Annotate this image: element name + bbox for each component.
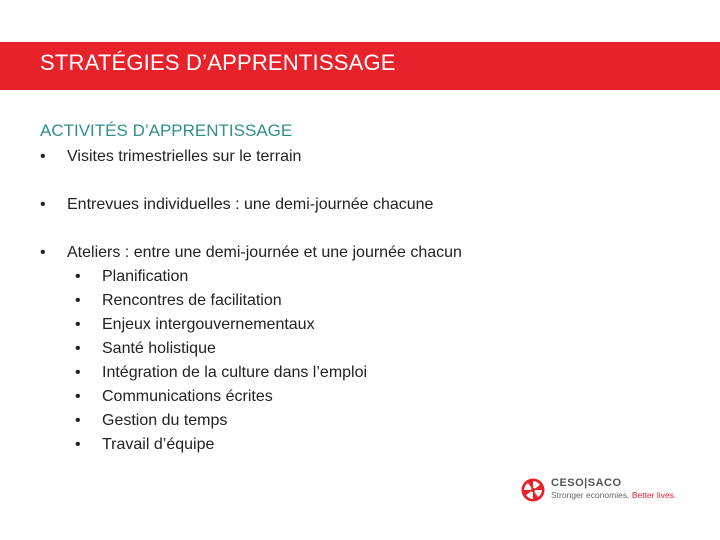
sub-bullet-item <box>75 412 227 430</box>
pinwheel-logo-icon <box>521 478 545 502</box>
section-heading: ACTIVITÉS D’APPRENTISSAGE <box>40 121 293 140</box>
ceso-saco-logo <box>521 477 681 503</box>
bullet-item <box>40 148 301 166</box>
sub-bullet-item <box>75 268 188 286</box>
sub-bullet-item <box>75 364 367 382</box>
sub-bullet-text: Planification <box>102 268 189 285</box>
sub-bullet-item <box>75 316 315 334</box>
sub-bullet-text: Communications écrites <box>102 388 273 405</box>
logo-tagline <box>551 490 676 500</box>
sub-bullet-item <box>75 388 273 406</box>
sub-bullet-item <box>75 340 216 358</box>
bullet-dot: • <box>75 340 81 357</box>
bullet-dot: • <box>75 316 81 333</box>
bullet-dot: • <box>40 244 46 261</box>
bullet-dot: • <box>75 268 81 285</box>
slide-title: STRATÉGIES D’APPRENTISSAGE <box>40 50 396 75</box>
bullet-dot: • <box>75 388 81 405</box>
sub-bullet-item <box>75 292 282 310</box>
bullet-text: Ateliers : entre une demi-journée et une journée chacun <box>67 244 462 261</box>
tagline-part1: Stronger economies. <box>551 490 630 500</box>
sub-bullet-item <box>75 436 214 454</box>
bullet-dot: • <box>40 148 46 165</box>
sub-bullet-text: Rencontres de facilitation <box>102 292 282 309</box>
bullet-dot: • <box>75 412 81 429</box>
bullet-item <box>40 244 462 262</box>
tagline-part2: Better lives. <box>631 490 677 500</box>
bullet-dot: • <box>75 364 81 381</box>
sub-bullet-text: Gestion du temps <box>102 412 228 429</box>
bullet-dot: • <box>40 196 46 213</box>
bullet-text: Visites trimestrielles sur le terrain <box>67 148 302 165</box>
sub-bullet-text: Travail d’équipe <box>102 436 215 453</box>
bullet-dot: • <box>75 292 81 309</box>
logo-wordmark: CESO|SACO <box>551 477 622 489</box>
sub-bullet-text: Intégration de la culture dans l’emploi <box>102 364 368 381</box>
bullet-text: Entrevues individuelles : une demi-journée chacune <box>67 196 434 213</box>
sub-bullet-text: Enjeux intergouvernementaux <box>102 316 315 333</box>
bullet-item <box>40 196 433 214</box>
sub-bullet-text: Santé holistique <box>102 340 216 357</box>
bullet-dot: • <box>75 436 81 453</box>
